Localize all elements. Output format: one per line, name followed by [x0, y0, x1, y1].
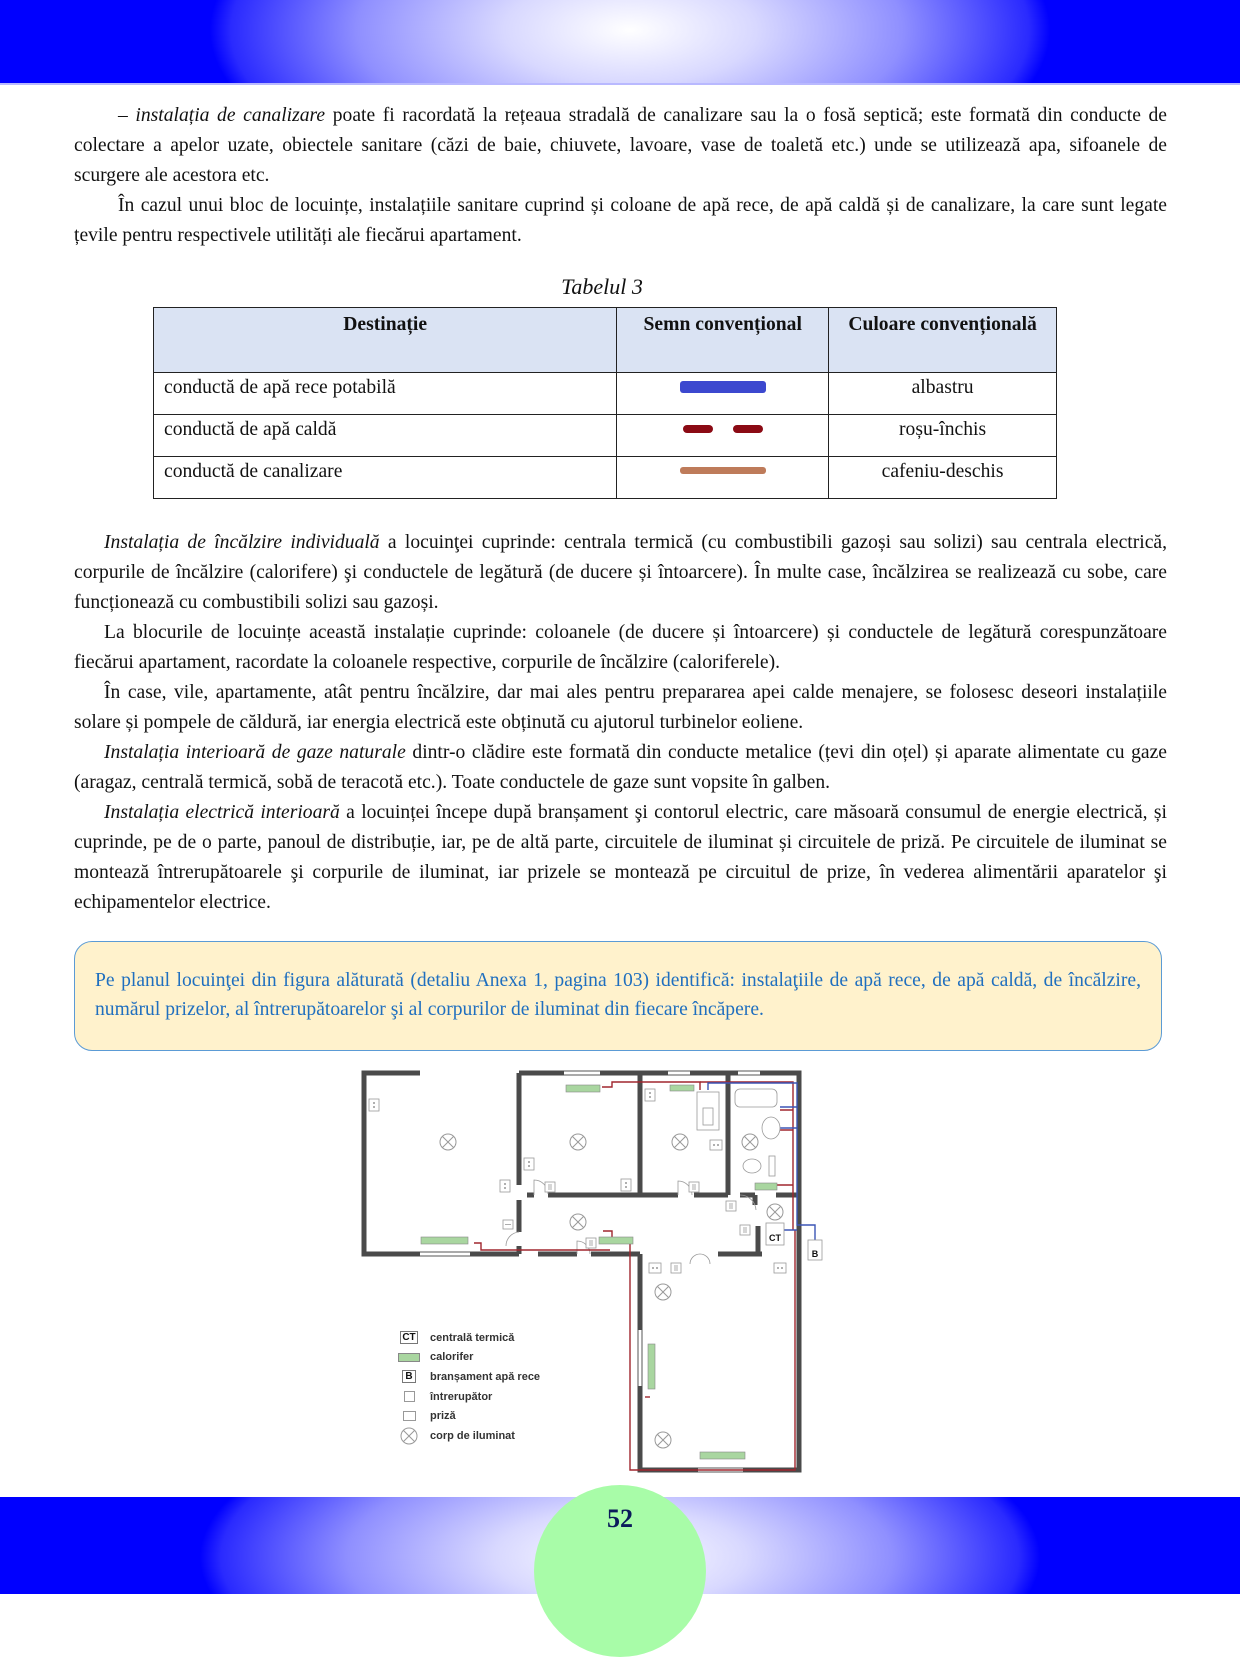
- cell-color: albastru: [829, 373, 1057, 415]
- b-box-icon: B: [398, 1370, 420, 1383]
- table-row: [154, 457, 1057, 499]
- cold-water-pipe-symbol-icon: [680, 381, 766, 393]
- legend-item: întrerupător: [398, 1387, 540, 1407]
- legend-item: calorifer: [398, 1348, 540, 1368]
- body-text: [74, 528, 1167, 918]
- cell-destination: conductă de apă rece potabilă: [154, 373, 617, 415]
- paragraph-gaze: Instalația interioară de gaze naturale dintr-o clădire este formată din conducte metalice (țevi din oțel) și aparate alimentate cu gaze (aragaz, centrală termică, sobă de teracotă etc.). Toate conductele de gaze sunt vopsite în galben.: [74, 742, 1167, 793]
- task-text: Pe planul locuinţei din figura alăturată (detaliu Anexa 1, pagina 103) identifică: instalaţiile de apă rece, de apă caldă, de încălzire, numărul prizelor, al întrerupătoarelor şi al corpurilor de iluminat din fiecare încăpere.: [95, 970, 1141, 1020]
- paragraph-electrica: Instalația electrică interioară a locuinței începe după branșament şi contorul electric, care măsoară consumul de energie electrică, și cuprinde, pe de o parte, panoul de distribuție, iar, pe de altă parte, circuitele de iluminat și circuitele de priză. Pe circuitele de iluminat se montează întrerupătoarele şi corpurile de iluminat, iar prizele se montează pe circuitul de prize, în vederea alimentării aparatelor şi echipamentelor electrice.: [74, 802, 1167, 913]
- paragraph-incalzire: Instalația de încălzire individuală a locuinţei cuprinde: centrala termică (cu combustibili gazoși sau solizi) sau centrala electrică, corpurile de încălzire (calorifere) şi conductele de legătură (de ducere și întoarcere). În multe case, încălzirea se realizează cu sobe, care funcționează cu combustibili solizi sau gazoși.: [74, 532, 1167, 613]
- header-destinatie: Destinație: [154, 308, 617, 373]
- paragraph-blocuri: La blocurile de locuințe această instalație cuprinde: coloanele (de ducere și întoarcere) și conductele de legătură corespunzătoare fiecărui apartament, racordate la coloanele respective, corpurile de încălzire (caloriferele).: [74, 622, 1167, 673]
- table-row: [154, 373, 1057, 415]
- pipe-legend-table: [153, 307, 1057, 499]
- header-gradient-band: [0, 0, 1240, 85]
- paragraph-canalizare: – instalația de canalizare poate fi racordată la rețeaua stradală de canalizare sau la o fosă septică; este formată din conducte de colectare a apelor uzate, obiectele sanitare (căzi de baie, chiuvete, lavoare, vase de toaletă etc.) unde se utilizează apa, sifoanele de scurgere ale acestora etc.: [74, 105, 1167, 186]
- table-header-row: [154, 308, 1057, 373]
- table-caption: Tabelul 3: [561, 274, 643, 299]
- cell-symbol: [617, 415, 829, 457]
- sanitary-fixtures: [697, 1089, 780, 1176]
- outlet-icon: [398, 1411, 420, 1421]
- table-row: [154, 415, 1057, 457]
- paragraph-solare: În case, vile, apartamente, atât pentru încălzire, dar mai ales pentru prepararea apei calde menajere, se folosesc deseori instalațiile solare și pompele de căldură, iar energia electrică este obținută cu ajutorul turbinelor eoliene.: [74, 682, 1167, 733]
- legend-item: B branșament apă rece: [398, 1367, 540, 1387]
- paragraph-bloc: În cazul unui bloc de locuințe, instalațiile sanitare cuprind și coloane de apă rece, de apă caldă și de canalizare, la care sunt legate țevile pentru respectivele utilități ale fiecărui apartament.: [74, 195, 1167, 246]
- light-fixture-icon: [398, 1427, 420, 1445]
- outlets: [369, 1089, 786, 1273]
- ct-box-icon: CT: [402, 1332, 416, 1344]
- switch-icon: [398, 1391, 420, 1402]
- intro-text: [74, 101, 1167, 251]
- cell-color: roșu-închis: [829, 415, 1057, 457]
- legend-item: corp de iluminat: [398, 1426, 540, 1446]
- header-semn: Semn convențional: [617, 308, 829, 373]
- cell-destination: conductă de apă caldă: [154, 415, 617, 457]
- legend-item: priză: [398, 1406, 540, 1426]
- legend-item: CT centrală termică: [398, 1328, 540, 1348]
- ct-unit: [766, 1223, 784, 1245]
- floor-plan-legend: [398, 1328, 540, 1446]
- task-callout: [74, 941, 1162, 1051]
- header-culoare: Culoare convențională: [829, 308, 1057, 373]
- sewer-pipe-symbol-icon: [680, 467, 766, 474]
- radiator-icon: [398, 1353, 420, 1362]
- cell-destination: conductă de canalizare: [154, 457, 617, 499]
- cell-color: cafeniu-deschis: [829, 457, 1057, 499]
- page-number: 52: [607, 1504, 633, 1533]
- svg-text:CT: CT: [769, 1233, 781, 1243]
- cell-symbol: [617, 457, 829, 499]
- svg-text:B: B: [811, 1249, 819, 1259]
- hot-water-pipe-symbol-icon: [683, 425, 763, 433]
- b-unit: [808, 1240, 822, 1260]
- cell-symbol: [617, 373, 829, 415]
